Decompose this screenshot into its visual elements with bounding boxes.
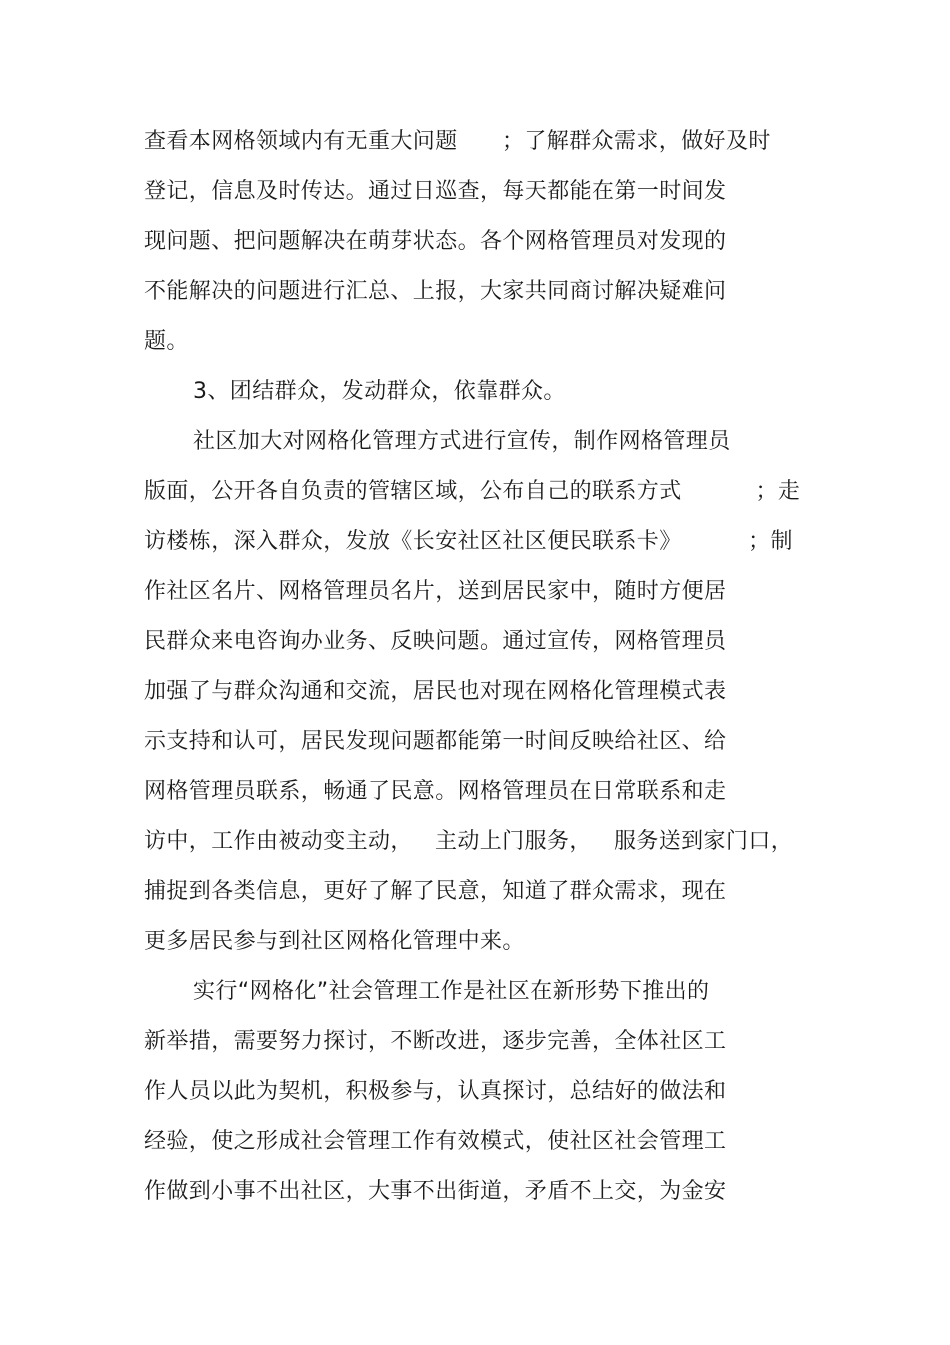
text-line: 社区加大对网格化管理方式进行宣传，制作网格管理员: [193, 429, 731, 454]
text-line: 查看本网格领域内有无重大问题 ；了解群众需求，做好及时: [144, 129, 771, 154]
text-line: 经验，使之形成社会管理工作有效模式，使社区社会管理工: [144, 1129, 727, 1154]
text-line: 实行“网格化”社会管理工作是社区在新形势下推出的: [193, 979, 710, 1004]
text-line: 作人员以此为契机，积极参与，认真探讨，总结好的做法和: [144, 1079, 727, 1104]
text-line: 加强了与群众沟通和交流，居民也对现在网格化管理模式表: [144, 679, 727, 704]
text-line: 更多居民参与到社区网格化管理中来。: [144, 929, 525, 954]
text-line: 民群众来电咨询办业务、反映问题。通过宣传，网格管理员: [144, 629, 727, 654]
text-line: 作做到小事不出社区，大事不出街道，矛盾不上交，为金安: [144, 1179, 727, 1204]
text-line: 示支持和认可，居民发现问题都能第一时间反映给社区、给: [144, 729, 727, 754]
text-line: 访楼栋，深入群众，发放《长安社区社区便民联系卡》 ；制: [144, 529, 793, 554]
text-line: 不能解决的问题进行汇总、上报，大家共同商讨解决疑难问: [144, 279, 727, 304]
section-heading: 3、团结群众，发动群众，依靠群众。: [193, 379, 566, 404]
text-line: 登记，信息及时传达。通过日巡查，每天都能在第一时间发: [144, 179, 727, 204]
text-line: 访中，工作由被动变主动， 主动上门服务， 服务送到家门口，: [144, 829, 794, 854]
text-line: 网格管理员联系，畅通了民意。网格管理员在日常联系和走: [144, 779, 727, 804]
text-line: 作社区名片、网格管理员名片，送到居民家中，随时方便居: [144, 579, 727, 604]
text-line: 题。: [144, 329, 189, 354]
text-line: 新举措，需要努力探讨，不断改进，逐步完善，全体社区工: [144, 1029, 727, 1054]
text-line: 现问题、把问题解决在萌芽状态。各个网格管理员对发现的: [144, 229, 727, 254]
text-line: 捕捉到各类信息，更好了解了民意，知道了群众需求，现在: [144, 879, 727, 904]
text-line: 版面，公开各自负责的管辖区域，公布自己的联系方式 ；走: [144, 479, 801, 504]
